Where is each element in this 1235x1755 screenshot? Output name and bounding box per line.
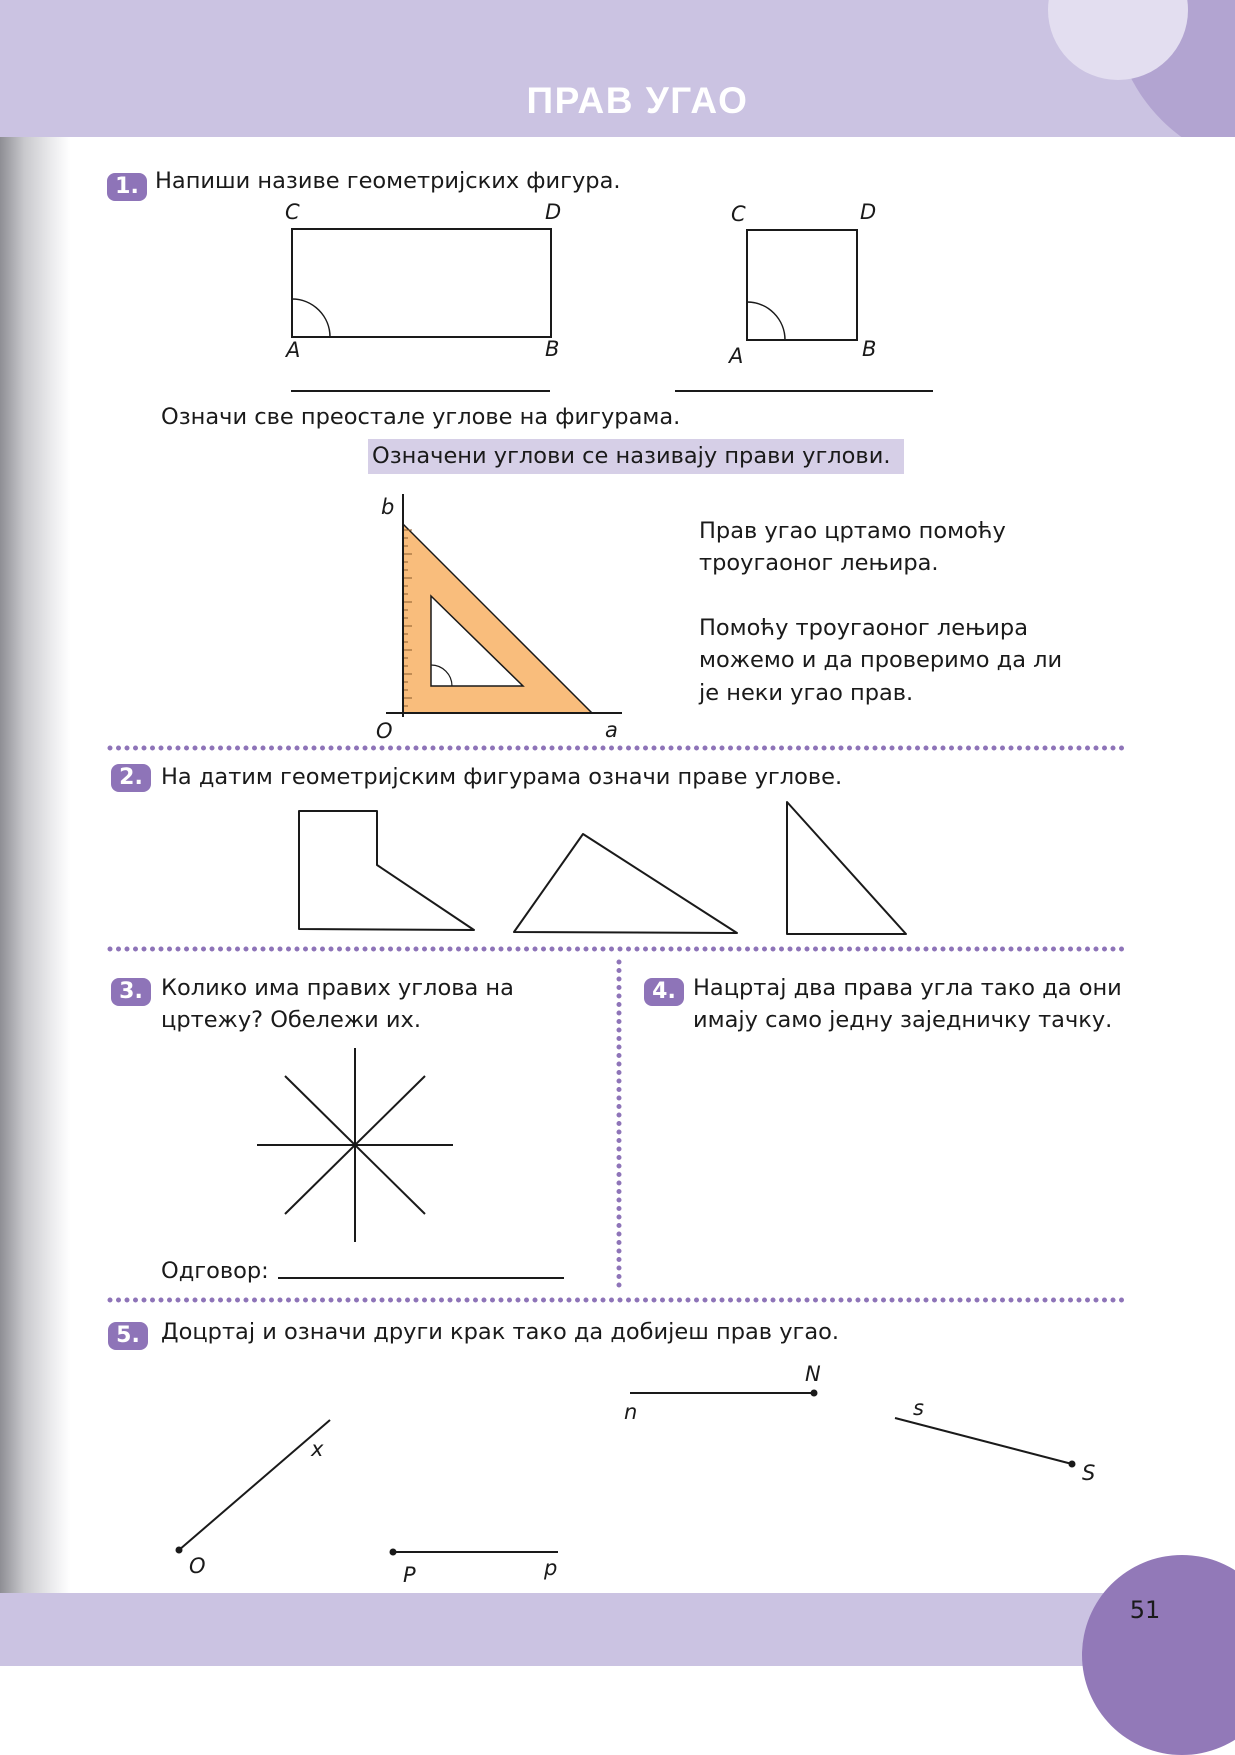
ruler-angle-arc <box>431 665 452 686</box>
point-p <box>390 1549 397 1556</box>
task-3-prompt-line-1: Колико има правих углова на <box>161 975 514 1001</box>
ruler-label-a: a <box>605 718 618 742</box>
ray-ss <box>895 1418 1072 1464</box>
info-text-2-line-1: Помоћу троугаоног лењира <box>699 615 1028 641</box>
info-text-2-line-2: можемо и да проверимо да ли <box>699 647 1063 673</box>
ray-label-p: p <box>544 1556 558 1580</box>
square-name-answer-line[interactable] <box>675 390 933 392</box>
task2-pentagon <box>299 811 474 930</box>
info-text-1-line-2: троугаоног лењира. <box>699 550 939 576</box>
task-2-prompt: На датим геометријским фигурама означи праве углове. <box>161 764 843 790</box>
task3-star-lines <box>257 1048 453 1242</box>
rectangle-name-answer-line[interactable] <box>291 390 550 392</box>
task-1-number: 1. <box>107 173 147 201</box>
task-4-prompt-line-2: имају само једну заједничку тачку. <box>693 1007 1113 1033</box>
page-title: ПРАВ УГАО <box>526 80 749 121</box>
rectangle-abcd <box>292 229 551 337</box>
ray-label-s: s <box>913 1396 924 1420</box>
task-4-number: 4. <box>644 978 684 1006</box>
task2-right-triangle <box>787 802 906 934</box>
square-label-a: A <box>729 344 744 368</box>
info-text-1-line-1: Прав угао цртамо помоћу <box>699 518 1006 544</box>
ruler-label-b: b <box>381 495 395 519</box>
task-3-prompt-line-2: цртежу? Обележи их. <box>161 1007 422 1033</box>
task-2-number: 2. <box>111 764 151 792</box>
task-4-drawing-area[interactable] <box>640 1045 1130 1285</box>
task2-obtuse-triangle <box>514 834 737 933</box>
rectangle-label-a: A <box>286 338 301 362</box>
point-n <box>811 1390 818 1397</box>
rectangle-label-b: B <box>545 337 560 361</box>
task-3-number: 3. <box>111 978 151 1006</box>
info-text-2-line-3: је неки угао прав. <box>699 680 914 706</box>
square-label-d: D <box>860 200 877 224</box>
page-number: 51 <box>1129 1596 1161 1624</box>
ruler-label-o: O <box>376 719 393 743</box>
footer-band <box>0 1593 1235 1666</box>
task-1-instruction: Означи све преостале углове на фигурама. <box>161 404 681 430</box>
task-5-number: 5. <box>108 1322 148 1350</box>
ray-ox <box>179 1420 330 1550</box>
point-label-s: S <box>1082 1461 1096 1485</box>
point-label-o: O <box>189 1554 206 1578</box>
point-label-n: N <box>805 1362 821 1386</box>
task-3-answer-label: Одговор: <box>161 1258 269 1284</box>
square-label-b: B <box>862 337 877 361</box>
task-5-prompt: Доцртај и означи други крак тако да добијеш прав угао. <box>161 1319 840 1345</box>
task-3-answer-line[interactable] <box>278 1277 564 1279</box>
rectangle-label-d: D <box>545 200 562 224</box>
ruler-body <box>403 524 592 713</box>
right-angle-definition-note: Означени углови се називају прави углови. <box>368 439 904 474</box>
point-o <box>176 1547 183 1554</box>
point-s <box>1069 1461 1076 1468</box>
rectangle-label-c: C <box>285 200 300 224</box>
task-4-prompt-line-1: Нацртај два права угла тако да они <box>693 975 1122 1001</box>
ray-label-n: n <box>624 1400 638 1424</box>
point-label-p: P <box>403 1563 416 1587</box>
square-label-c: C <box>731 202 746 226</box>
square-abcd <box>747 230 857 340</box>
triangular-ruler <box>386 494 622 717</box>
rectangle-angle-arc <box>292 299 330 337</box>
square-angle-arc <box>747 302 785 340</box>
task-1-prompt: Напиши називе геометријских фигура. <box>155 168 621 194</box>
ray-label-x: x <box>311 1437 324 1461</box>
